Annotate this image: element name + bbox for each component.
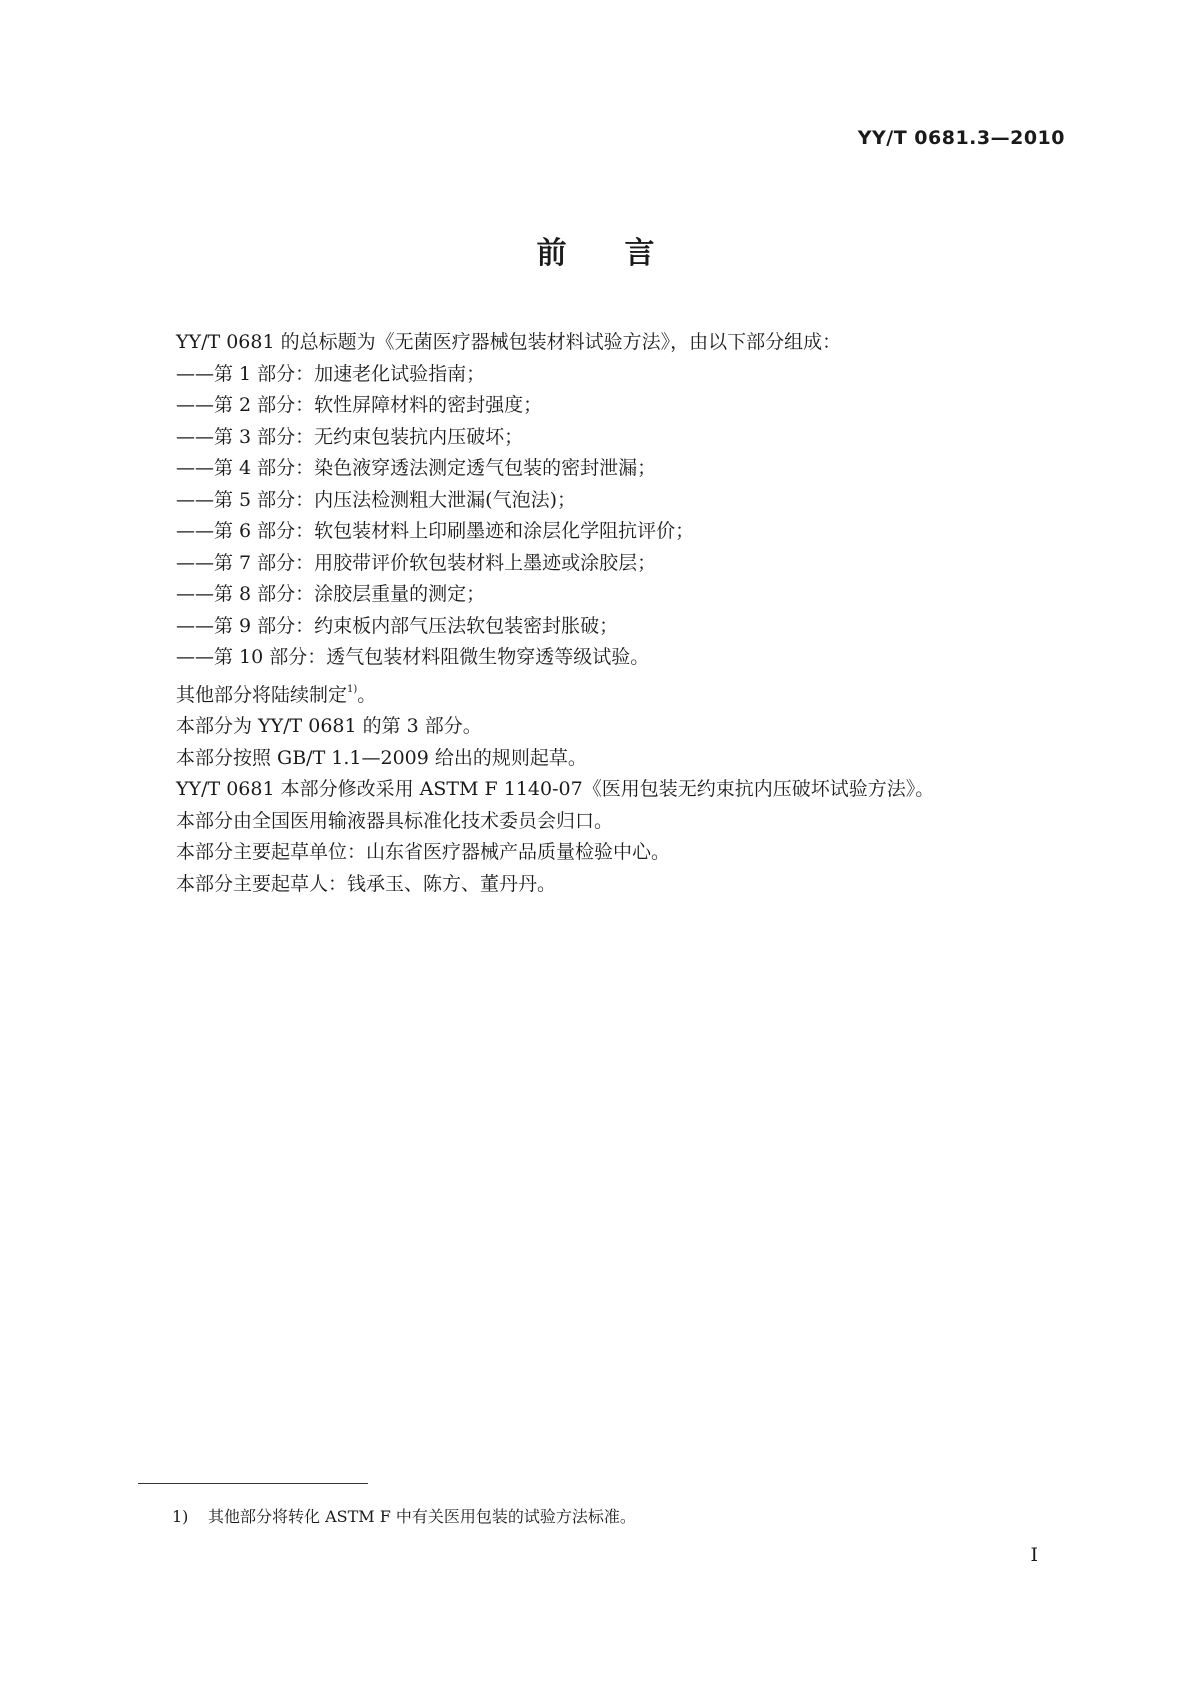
statement-paragraph: YY/T 0681 本部分修改采用 ASTM F 1140-07《医用包装无约束抗内压破坏试验方法》。: [176, 778, 935, 800]
part-list-item: ——第 3 部分：无约束包装抗内压破坏；: [176, 425, 524, 448]
part-list-item: ——第 5 部分：内压法检测粗大泄漏(气泡法)；: [176, 488, 576, 511]
part-list-item: ——第 6 部分：软包装材料上印刷墨迹和涂层化学阻抗评价；: [176, 520, 695, 542]
part-list-item: ——第 2 部分：软性屏障材料的密封强度；: [176, 394, 543, 416]
statement-paragraph: 本部分为 YY/T 0681 的第 3 部分。: [176, 715, 482, 737]
part-list-item: ——第 8 部分：涂胶层重量的测定；: [176, 583, 486, 605]
part-list-item: ——第 7 部分：用胶带评价软包装材料上墨迹或涂胶层；: [176, 551, 657, 574]
footnote-divider: [138, 1483, 368, 1484]
page-number: I: [1030, 1544, 1038, 1566]
footnote-reference: 1): [347, 683, 358, 695]
part-list-item: ——第 4 部分：染色液穿透法测定透气包装的密封泄漏；: [176, 457, 657, 479]
standard-number: YY/T 0681.3—2010: [857, 127, 1065, 149]
statement-paragraph: 本部分主要起草人：钱承玉、陈方、董丹丹。: [176, 872, 557, 895]
intro-paragraph: YY/T 0681 的总标题为《无菌医疗器械包装材料试验方法》，由以下部分组成：: [176, 331, 842, 353]
footnote: [172, 1504, 636, 1527]
part-list-item: ——第 10 部分：透气包装材料阻微生物穿透等级试验。: [176, 646, 650, 668]
statement-paragraph: 本部分由全国医用输液器具标准化技术委员会归口。: [176, 809, 614, 832]
part-list-item: ——第 9 部分：约束板内部气压法软包装密封胀破；: [176, 614, 619, 637]
footnote-text: 其他部分将转化 ASTM F 中有关医用包装的试验方法标准。: [208, 1507, 636, 1526]
part-list-item: ——第 1 部分：加速老化试验指南；: [176, 362, 486, 385]
statement-paragraph: 本部分按照 GB/T 1.1—2009 给出的规则起草。: [176, 746, 587, 769]
other-parts-end: 。: [357, 683, 377, 706]
other-parts-text: 其他部分将陆续制定: [176, 683, 348, 706]
document-body: [176, 327, 1056, 900]
page-title: 前言: [536, 236, 713, 271]
other-parts-paragraph: [176, 674, 1056, 712]
footnote-mark: 1): [172, 1507, 189, 1526]
statement-paragraph: 本部分主要起草单位：山东省医疗器械产品质量检验中心。: [176, 841, 671, 863]
